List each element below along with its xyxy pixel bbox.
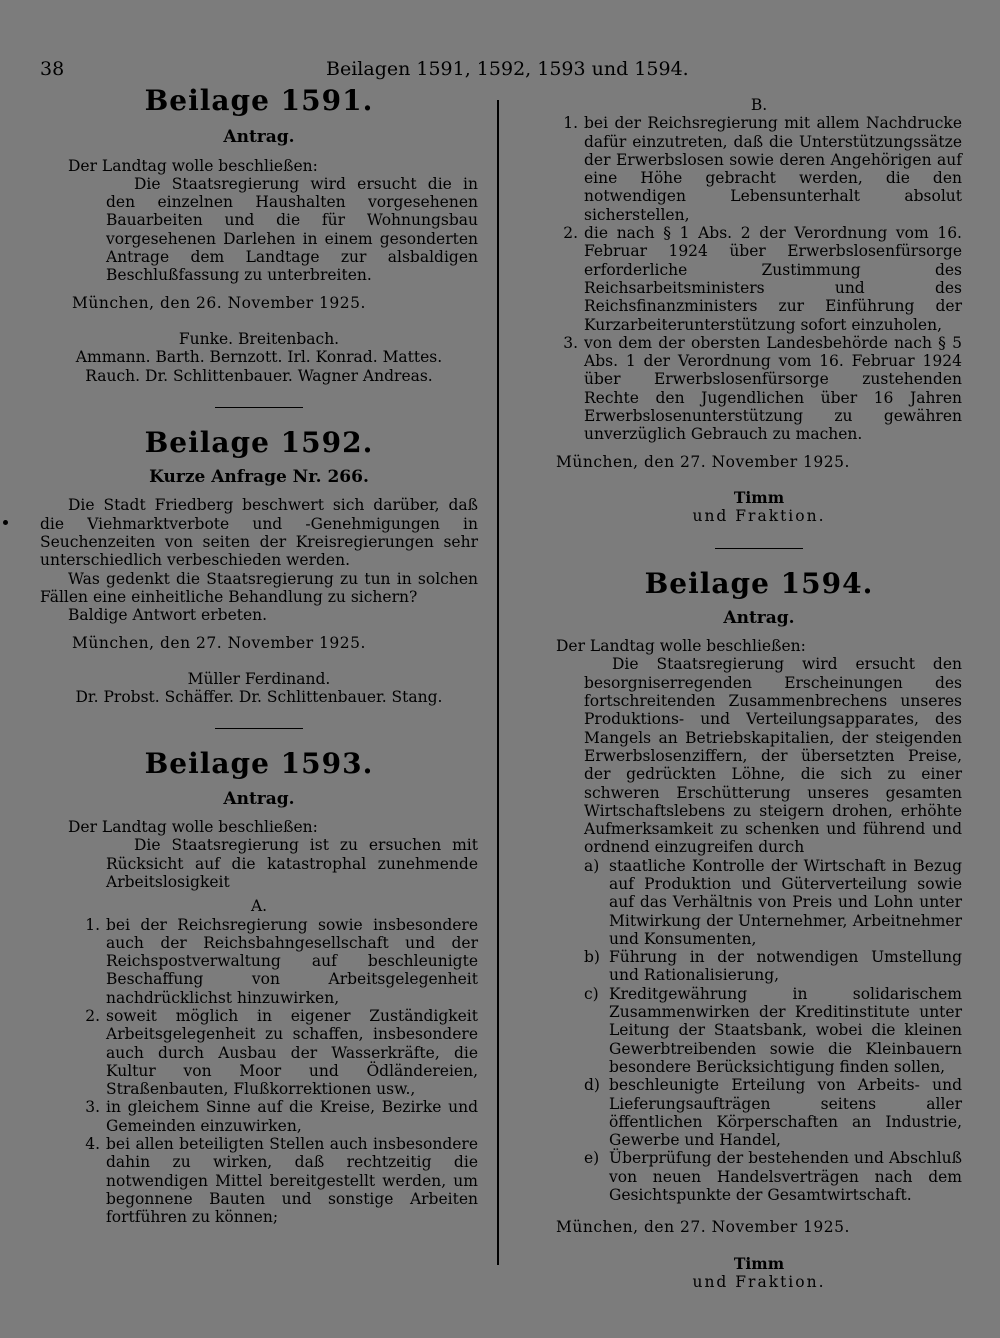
beilage-1592-title: Beilage 1592. — [144, 425, 374, 459]
list-item: 1. bei der Reichsregierung mit allem Nachdrucke dafür einzutreten, daß die Unterstützungssätze der Erwerbslosen sowie deren Angehörigen auf eine Höhe gebracht werden, die den notwendigen Lebensunterhalt absolut sicherstellen, — [563, 114, 962, 224]
page-number: 38 — [40, 58, 65, 80]
list-item: 3. in gleichem Sinne auf die Kreise, Bezirke und Gemeinden einzuwirken, — [85, 1098, 478, 1135]
beilage-1593-section-a: A. — [250, 897, 268, 916]
beilage-1591-intro: Der Landtag wolle beschließen: — [68, 156, 318, 175]
beilage-1591-signers-1: Funke. Breitenbach. — [178, 329, 340, 348]
beilage-1593-type: Antrag. — [223, 788, 295, 809]
beilage-1592-paragraph-1: Die Stadt Friedberg beschwert sich darüber, daß die Viehmarktverbote und -Genehmigungen in Seuchenzeiten von seiten der Kreisregierungen sehr unterschiedlich verbeschieden werden. — [40, 496, 478, 570]
beilage-1591-date: München, den 26. November 1925. — [72, 293, 366, 312]
left-column — [40, 84, 478, 1227]
beilage-1594-list — [556, 857, 962, 1205]
beilage-1593-body: Die Staatsregierung ist zu ersuchen mit Rücksicht auf die katastrophal zunehmende Arbeitslosigkeit — [106, 836, 478, 891]
beilage-1593-date: München, den 27. November 1925. — [556, 452, 850, 471]
list-item: 1. bei der Reichsregierung sowie insbesondere auch der Reichsbahngesellschaft und der Reichspostverwaltung auf beschleunigte Beschaffung von Arbeitsgelegenheit nachdrücklichst hinzuwirken, — [85, 915, 478, 1007]
list-item: c) Kreditgewährung in solidarischem Zusammenwirken der Kreditinstitute unter Leitung der Staatsbank, wobei die kleinen Gewerbtreibenden sowie die Kleinbauern besondere Berücksichtigung finden sollen, — [584, 984, 962, 1076]
beilage-1594-body: Die Staatsregierung wird ersucht den besorgniserregenden Erscheinungen des fortschreitenden Zusammenbrechens unseres Produktions- und Verteilungsapparates, des Mangels an Betriebskapitalien, der steigenden Erwerbslosenziffern, der übersetzten Preise, der gedrückten Löhne, die sich zu einer schweren Erschütterung unseres gesamten Wirtschaftslebens zu steigern drohen, erhöhte Aufmerksamkeit zu schenken und führend und ordnend einzugreifen durch — [584, 655, 962, 857]
list-item: 3. von dem der obersten Landesbehörde nach § 5 Abs. 1 der Verordnung vom 16. Februar 1924 über Erwerbslosenfürsorge zustehenden Rechte den Jugendlichen über 16 Jahren Erwerbslosenunterstützung zu gewähren unverzüglich Gebrauch zu machen. — [563, 333, 962, 444]
beilage-1592-signers-2: Dr. Probst. Schäffer. Dr. Schlittenbauer. Stang. — [75, 688, 443, 707]
list-item: b) Führung in der notwendigen Umstellung und Rationalisierung, — [584, 948, 962, 985]
beilage-1592-signers-1: Müller Ferdinand. — [187, 669, 331, 688]
list-item: 2. die nach § 1 Abs. 2 der Verordnung vom 16. Februar 1924 über Erwerbslosenfürsorge erforderliche Zustimmung des Reichsarbeitsministers und des Reichsfinanzministers zur Einführung der Kurzarbeiterunterstützung sofort einzuholen, — [563, 224, 962, 334]
beilage-1593-intro: Der Landtag wolle beschließen: — [68, 818, 318, 837]
list-item: 2. soweit möglich in eigener Zuständigkeit Arbeitsgelegenheit zu schaffen, insbesondere auch durch Ausbau der Wasserkräfte, die Kultur von Moor und Ödländereien, Straßenbauten, Flußkorrektionen usw., — [85, 1006, 478, 1099]
list-item: e) Überprüfung der bestehenden und Abschluß von neuen Handelsverträgen nach dem Gesichtspunkte der Gesamtwirtschaft. — [584, 1149, 962, 1205]
beilage-1594-date: München, den 27. November 1925. — [556, 1218, 850, 1237]
beilage-1593-list-a — [40, 916, 478, 1227]
beilage-1592-date: München, den 27. November 1925. — [72, 633, 366, 652]
running-header: Beilagen 1591, 1592, 1593 und 1594. — [326, 58, 689, 80]
beilage-1593-signer-1: Timm — [733, 487, 785, 507]
beilage-1592-paragraph-3: Baldige Antwort erbeten. — [68, 606, 268, 625]
beilage-1594-signer-1: Timm — [733, 1253, 785, 1273]
list-item: 4. bei allen beteiligten Stellen auch insbesondere dahin zu wirken, daß rechtzeitig die notwendigen Mittel bereitgestellt werden, um begonnene Bauten und sonstige Arbeiten fortführen zu können; — [85, 1135, 478, 1227]
beilage-1591-body: Die Staatsregierung wird ersucht die in den einzelnen Haushalten vorgesehenen Bauarbeiten und die für Wohnungsbau vorgesehenen Darlehen in einem gesonderten Antrage dem Landtage zur alsbaldigen Beschlußfassung zu unterbreiten. — [106, 174, 478, 285]
beilage-1593-signer-2: und Fraktion. — [692, 507, 826, 526]
column-divider — [497, 100, 499, 1265]
beilage-1591-title: Beilage 1591. — [144, 84, 374, 117]
list-item: d) beschleunigte Erteilung von Arbeits- und Lieferungsaufträgen seitens aller öffentlichen Körperschaften an Industrie, Gewerbe und Handel, — [584, 1076, 962, 1150]
beilage-1591-type: Antrag. — [223, 127, 295, 148]
beilage-1594-intro: Der Landtag wolle beschließen: — [556, 637, 806, 656]
beilage-1594-signer-2: und Fraktion. — [692, 1272, 826, 1291]
beilage-1591-signers-2: Ammann. Barth. Bernzott. Irl. Konrad. Mattes. — [75, 348, 443, 367]
beilage-1592-paragraph-2: Was gedenkt die Staatsregierung zu tun in solchen Fällen eine einheitliche Behandlung zu sichern? — [40, 569, 478, 606]
beilage-1592-type: Kurze Anfrage Nr. 266. — [149, 467, 369, 488]
beilage-1593-title: Beilage 1593. — [144, 747, 374, 781]
right-column — [556, 96, 962, 1291]
beilage-1593-list-b — [556, 114, 962, 443]
beilage-1591-signers-3: Rauch. Dr. Schlittenbauer. Wagner Andreas. — [85, 366, 433, 385]
beilage-1594-type: Antrag. — [723, 607, 795, 628]
margin-mark — [3, 520, 8, 525]
beilage-1593-section-b: B. — [750, 96, 768, 114]
beilage-1594-title: Beilage 1594. — [644, 566, 874, 600]
list-item: a) staatliche Kontrolle der Wirtschaft in Bezug auf Produktion und Güterverteilung sowie auf das Verhältnis von Preis und Lohn unter Mitwirkung der Unternehmer, Arbeitnehmer und Konsumenten, — [584, 856, 962, 948]
